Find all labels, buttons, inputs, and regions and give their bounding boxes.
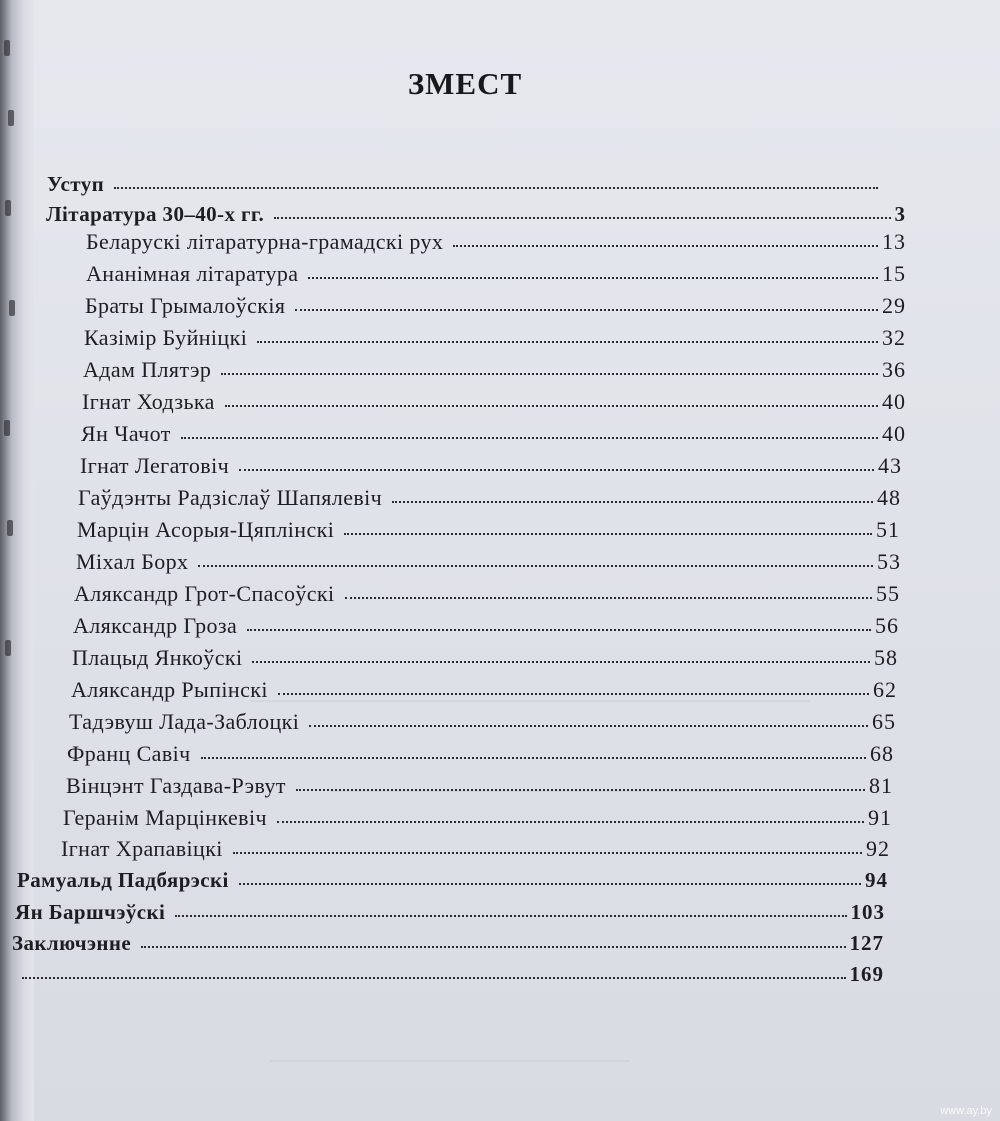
toc-entry [76,548,901,576]
toc-leader-dots [277,821,864,823]
toc-entry-page: 169 [849,962,884,986]
toc-entry [67,740,894,768]
toc-entry [86,228,906,256]
toc-entry-label: Аляксандр Грот-Спасоўскі [74,581,335,606]
toc-entry [84,324,906,352]
toc-entry-page: 62 [873,677,897,702]
toc-entry [81,420,906,448]
toc-leader-dots [295,309,878,311]
toc-entry-label: Уступ [47,172,105,196]
toc-leader-dots [114,187,878,189]
toc-entry [63,804,892,832]
toc-entry-label: Франц Савіч [67,741,191,766]
toc-entry-page: 43 [878,453,902,478]
toc-entry-page: 36 [882,357,906,382]
toc-entry-label: Марцін Асорыя-Цяплінскі [77,517,335,542]
toc-entry-label: Ян Чачот [81,421,171,446]
toc-leader-dots [296,789,865,791]
toc-leader-dots [345,597,872,599]
toc-entry-page: 58 [874,645,898,670]
toc-entry-label: Ігнат Легатовіч [80,453,230,478]
toc-entry [66,772,893,800]
toc-entry [83,356,906,384]
toc-entry [61,835,890,863]
toc-entry-page: 65 [872,709,896,734]
page-title: ЗМЕСТ [407,66,523,101]
toc-leader-dots [198,565,873,567]
toc-leader-dots [233,852,862,854]
toc-entry-page: 94 [865,868,888,892]
toc-entry [73,612,899,640]
toc-entry-label: Заключэнне [12,931,132,955]
toc-leader-dots [274,217,890,219]
toc-leader-dots [453,245,878,247]
toc-entry [12,929,884,957]
watermark: www.ay.by [940,1105,992,1117]
toc-entry [74,580,900,608]
toc-entry-page: 32 [882,325,906,350]
toc-entry [80,452,902,480]
toc-entry-page: 68 [870,741,894,766]
toc-entry-page: 56 [875,613,899,638]
toc-entry [15,898,885,926]
toc-entry-label: Плацыд Янкоўскі [72,645,243,670]
toc-entry-label: Беларускі літаратурна-грамадскі рух [86,229,444,254]
toc-entry-label: Ананімная літаратура [86,261,299,286]
toc-leader-dots [344,533,872,535]
toc-entry [12,960,884,988]
toc-entry-page: 29 [882,293,906,318]
toc-leader-dots [141,946,845,948]
toc-entry [78,484,901,512]
toc-entry-page: 13 [882,229,906,254]
toc-entry [82,388,906,416]
toc-entry-page: 127 [849,931,884,955]
toc-leader-dots [252,661,870,663]
toc-entry-page: 15 [882,261,906,286]
toc-leader-dots [201,757,866,759]
toc-entry [71,676,897,704]
toc-entry [47,170,882,198]
toc-entry-label: Тадэвуш Лада-Заблоцкі [69,709,300,734]
toc-leader-dots [392,501,873,503]
toc-entry [69,708,896,736]
toc-entry-page: 81 [869,773,893,798]
toc-leader-dots [239,883,861,885]
toc-entry-label: Ігнат Храпавіцкі [61,836,223,861]
toc-entry-page: 51 [876,517,900,542]
toc-leader-dots [22,977,846,979]
toc-entry-page: 103 [850,900,885,924]
toc-entry-label: Ігнат Ходзька [82,389,215,414]
toc-leader-dots [308,277,878,279]
toc-leader-dots [257,341,878,343]
toc-entry-page: 91 [868,805,892,830]
toc-entry-page: 3 [894,202,906,226]
toc-entry [77,516,900,544]
toc-entry-label: Ян Баршчэўскі [15,900,166,924]
toc-entry [72,644,898,672]
toc-leader-dots [175,915,846,917]
toc-entry-label: Вінцэнт Газдава-Рэвут [66,773,286,798]
toc-entry-page: 92 [866,836,890,861]
toc-leader-dots [247,629,871,631]
toc-entry-page: 40 [882,389,906,414]
toc-entry-label: Геранім Марцінкевіч [63,805,267,830]
toc-entry-label: Адам Плятэр [83,357,212,382]
toc-entry [46,200,906,228]
toc-leader-dots [309,725,868,727]
toc-entry [85,292,906,320]
toc-entry [17,866,888,894]
toc-leader-dots [239,469,874,471]
toc-entry-label: Аляксандр Гроза [73,613,238,638]
toc-entry-label: Літаратура 30–40-х гг. [46,202,265,226]
toc-entry-label: Міхал Борх [76,549,189,574]
toc-entry-page: 40 [882,421,906,446]
toc-entry-label: Аляксандр Рыпінскі [71,677,268,702]
toc-entry [86,260,906,288]
toc-entry-page: 48 [877,485,901,510]
toc-leader-dots [181,437,878,439]
toc-leader-dots [221,373,878,375]
toc-entry-page: 53 [877,549,901,574]
toc-entry-label: Браты Грымалоўскія [85,293,286,318]
toc-leader-dots [278,693,869,695]
toc-entry-page: 55 [876,581,900,606]
toc-entry-label: Казімір Буйніцкі [84,325,248,350]
toc-leader-dots [225,405,878,407]
toc-entry-label: Рамуальд Падбярэскі [17,868,229,892]
toc-entry-label: Гаўдэнты Радзіслаў Шапялевіч [78,485,383,510]
